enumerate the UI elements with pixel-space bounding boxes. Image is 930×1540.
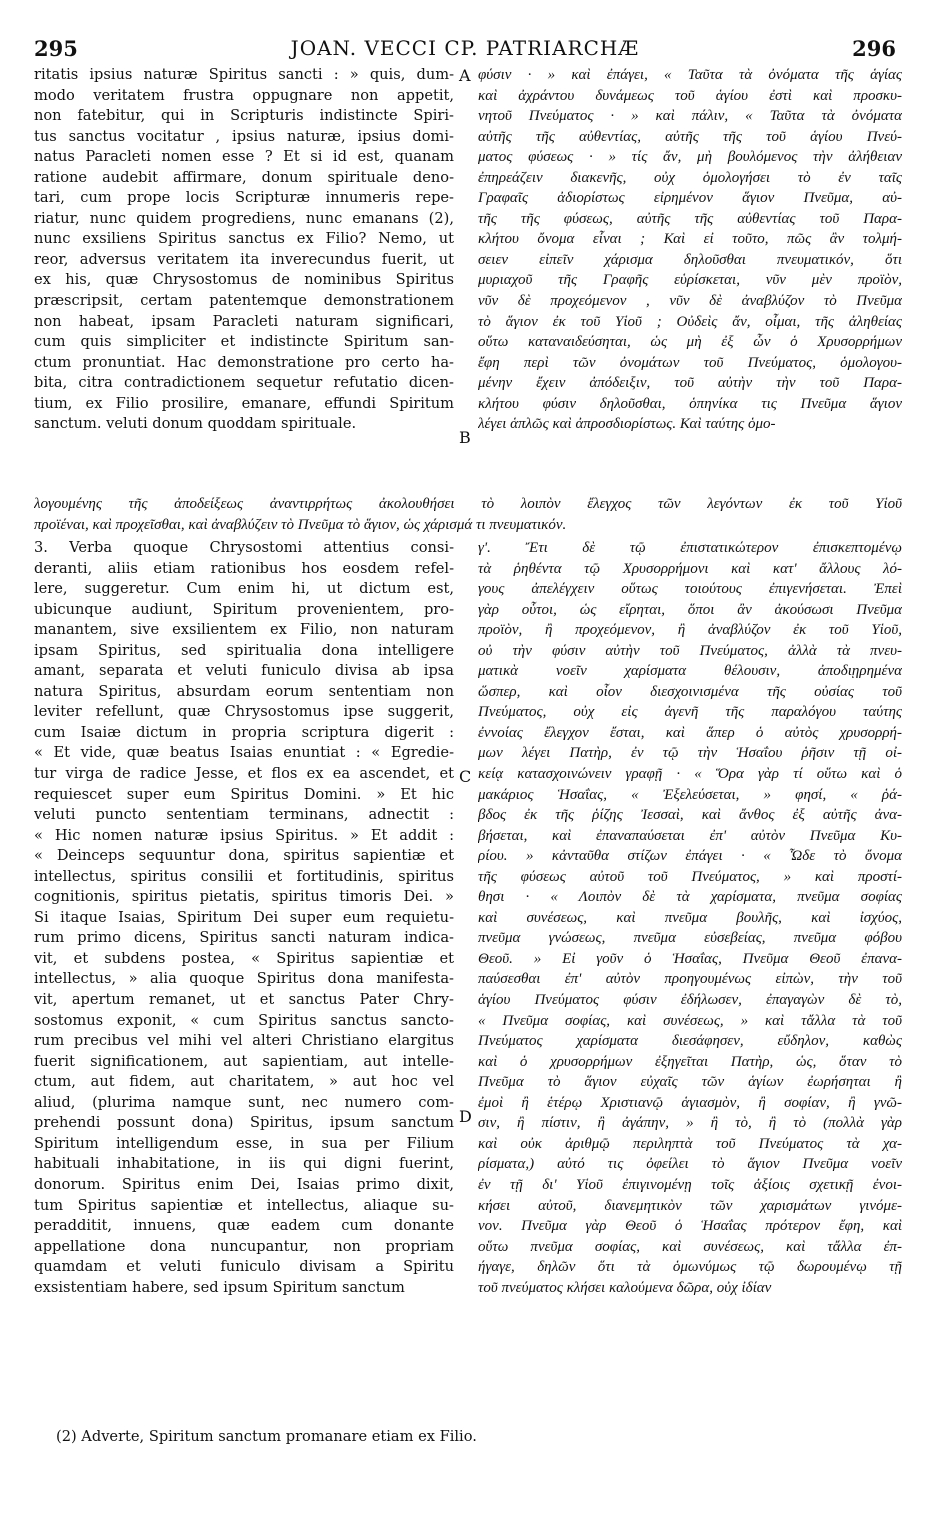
text-line: donorum. Spiritus enim Dei, Isaias primo dixit, [34, 1175, 454, 1193]
text-line: τὸ ἅγιον ἐκ τοῦ Υἱοῦ ; Οὐδεὶς ἄν, οἶμαι, τῆς ἀληθείας [478, 313, 902, 330]
text-line: αὐτῆς τῆς αὐθεντίας, αὐτῆς τῆς τοῦ ἁγίου Πνεύ- [478, 128, 902, 145]
text-line: tari, cum prope locis Scripturæ innumeris repe- [34, 189, 454, 207]
text-line: καὶ οὐκ ἀριθμῷ περιληπτὰ τοῦ Πνεύματος τὰ χα- [478, 1135, 902, 1152]
text-line: ἁγίου Πνεύματος φύσιν ἐδήλωσεν, ἐπαγαγὼν δὲ τὸ, [478, 992, 902, 1009]
text-line: peradditit, innuens, quæ eadem cum donante [34, 1217, 454, 1235]
text-line: ματικὰ νοεῖν χαρίσματα θέλουσιν, ἀποδιῃρημένα [478, 663, 902, 680]
text-line: sanctum. veluti donum quoddam spirituale. [34, 415, 357, 433]
margin-mark-d: D [459, 1107, 472, 1126]
text-line: οὕτω πνεῦμα σοφίας, καὶ συνέσεως, καὶ τἄλλα ἐπ- [478, 1238, 902, 1255]
text-line: non fatebitur, qui in Scripturis indistincte Spiri- [34, 107, 454, 125]
text-line: καὶ ἀχράντου δυνάμεως τοῦ ἁγίου ἐστὶ καὶ προσκυ- [478, 87, 902, 104]
text-line: natura Spiritus, absurdam eorum sententiam non [34, 682, 454, 700]
text-line: γ'. Ἔτι δὲ τῷ ἐπιστατικώτερον ἐπισκεπτομένῳ [478, 540, 902, 556]
text-line: requiescet super eum Spiritus Domini. » Et hic [34, 785, 454, 803]
page-number-right: 296 [852, 36, 896, 61]
text-line: « Πνεῦμα σοφίας, καὶ συνέσεως, » καὶ τἄλλα τὰ τοῦ [478, 1012, 902, 1029]
text-line: πνεῦμα γνώσεως, πνεῦμα εὐσεβείας, πνεῦμα φόβου [478, 930, 902, 947]
text-line: « Et vide, quæ beatus Isaias enuntiat : « Egredie- [34, 744, 454, 762]
text-line: manantem, sive exsilientem ex Filio, non naturam [34, 621, 454, 639]
text-line: τοῦ πνεύματος κλήσει καλούμενα δῶρα, οὐχ ἰδίαν [478, 1279, 772, 1296]
text-line: « Hic nomen naturæ ipsius Spiritus. » Et addit : [34, 826, 454, 844]
greek-full-width [34, 494, 902, 535]
text-line: tium, ex Filio prosilire, emanare, effundi Spiritum [34, 394, 454, 412]
text-line: ρίσματα,) αὐτό τις ὀφείλει τὸ ἅγιον Πνεῦμα νοεῖν [478, 1156, 902, 1173]
text-line: « Deinceps sequuntur dona, spiritus sapientiæ et [34, 847, 454, 865]
text-line: βδος ἐκ τῆς ῥίζης Ἰεσσαὶ, καὶ ἄνθος ἐξ αὐτῆς ἀνα- [478, 807, 902, 824]
text-line: ἐννοίας ἔλεγχον ἔσται, καὶ ἅπερ ὁ αὐτὸς χρυσορρή- [478, 724, 902, 741]
text-line: σειεν εἰπεῖν χάρισμα δηλοῦσθαι πνευματικόν, ὅτι [478, 251, 902, 268]
text-line: leviter refellunt, quæ Chrysostomus ipse suggerit, [34, 703, 454, 721]
text-line: Γραφαῖς ἀδιορίστως εἰρημένον ἅγιον Πνεῦμα, αὐ- [478, 190, 902, 207]
text-line: λέγει ἁπλῶς καὶ ἀπροσδιορίστως. Καὶ ταύτης ὁμο- [478, 416, 776, 433]
text-line: appellatione dona nuncupantur, non propriam [34, 1237, 454, 1255]
text-line: μένην ἔχειν ἀπόδειξιν, τοῦ αὐτὴν τὴν τοῦ Παρα- [478, 375, 902, 392]
text-line: reor, adversus veritatem ita inverecundus fuerit, ut [34, 250, 454, 268]
text-line: non habeat, ipsam Paracleti naturam significari, [34, 312, 454, 330]
text-line: modo veritatem frustra oppugnare non appetit, [34, 86, 454, 104]
text-line: ritatis ipsius naturæ Spiritus sancti : » quis, dum- [34, 66, 454, 83]
text-line: natus Paracleti nomen esse ? Et si id est, quanam [34, 148, 454, 166]
text-line: λογουμένης τῆς ἀποδείξεως ἀναντιρρήτως ἀκολουθήσει τὸ λοιπὸν ἔλεγχος τῶν λεγόντων ἐκ τοῦ Υἱοῦ [34, 496, 902, 512]
text-line: riatur, nunc quidem progrediens, nunc emanans (2), [34, 209, 454, 227]
text-line: ctum pronuntiat. Hac demonstratione pro certo ha- [34, 353, 454, 371]
text-line: vit, et subdens postea, « Spiritus sapientiæ et [34, 949, 454, 967]
page-number-left: 295 [34, 36, 78, 61]
footnote: (2) Adverte, Spiritum sanctum promanare etiam ex Filio. [56, 1428, 477, 1445]
text-line: amant, separata et veluti funiculo divisa ab ipsa [34, 662, 454, 680]
text-line: bita, citra contradictionem sequetur refutatio dicen- [34, 374, 454, 392]
text-line: rum primo dicens, Spiritus sancti naturam indica- [34, 929, 454, 947]
text-line: Θεοῦ. » Εἰ γοῦν ὁ Ἡσαΐας, Πνεῦμα Θεοῦ ἐπανα- [478, 950, 902, 967]
text-line: παύσεσθαι ἐπ' αὐτὸν προηγουμένως εἰπὼν, τὴν τοῦ [478, 971, 902, 988]
text-line: ἐν τῇ δι' Υἱοῦ ἐπιγινομένῃ τοῖς ἀξίοις σχετικῇ ἐνοι- [478, 1176, 902, 1193]
text-line: μακάριος Ἡσαΐας, « Ἐξελεύσεται, » φησί, « ῥά- [478, 786, 902, 803]
text-line: rum precibus vel mihi vel alteri Christiano elargitus [34, 1032, 454, 1050]
text-line: οὐ τὴν φύσιν αὐτὴν τοῦ Πνεύματος, ἀλλὰ τὰ πνευ- [478, 642, 902, 659]
latin-column-bottom [34, 538, 454, 1298]
text-line: κήσει αὐτοῦ, διανεμητικὸν τῶν χαρισμάτων γινόμε- [478, 1197, 902, 1214]
text-line: præscripsit, certam patentemque demonstrationem [34, 292, 454, 310]
text-line: τῆς φύσεως αὐτοῦ τοῦ Πνεύματος, » καὶ προστί- [478, 868, 902, 885]
text-line: φύσιν · » καὶ ἐπάγει, « Ταῦτα τὰ ὀνόματα τῆς ἁγίας [478, 67, 902, 83]
text-line: τὰ ῥηθέντα τῷ Χρυσορρήμονι καὶ κατ' ἄλλους λό- [478, 560, 902, 577]
text-line: cum quis simpliciter et indistincte Spiritum san- [34, 333, 454, 351]
text-line: habituali inhabitatione, in iis qui digni fuerint, [34, 1155, 454, 1173]
text-line: fuerit significationem, aut sapientiam, aut intelle- [34, 1052, 454, 1070]
text-line: sostomus exponit, « cum Spiritus sanctus sancto- [34, 1011, 454, 1029]
text-line: quamdam et veluti funiculo divisam a Spiritu [34, 1258, 454, 1276]
text-line: intellectus, » alia quoque Spiritus dona manifesta- [34, 970, 454, 988]
text-line: οὕτω καταναιδεύσηται, ὡς μὴ ἐξ ὧν ὁ Χρυσορρήμων [478, 334, 902, 351]
text-line: aliud, (plurima namque sunt, nec numero com- [34, 1093, 454, 1111]
text-line: lere, suggeretur. Cum enim hi, ut dictum est, [34, 580, 454, 598]
text-line: ἐπηρεάζειν διακενῆς, οὐχ ὁμολογήσει τὸ ἐν ταῖς [478, 169, 902, 186]
text-line: καὶ συνέσεως, καὶ πνεῦμα βουλῆς, καὶ ἰσχύος, [478, 909, 902, 926]
latin-column-top [34, 65, 454, 435]
text-line: θησι · « Λοιπὸν δὲ τὰ χαρίσματα, πνεῦμα σοφίας [478, 889, 902, 906]
text-line: νῦν δὲ προχεόμενον , νῦν δὲ ἀναβλύζον τὸ Πνεῦμα [478, 293, 902, 310]
text-line: ἐμοὶ ἢ ἑτέρῳ Χριστιανῷ ἁγιασμὸν, ἢ σοφίαν, ἢ γνῶ- [478, 1094, 902, 1111]
text-line: intellectus, spiritus consilii et fortitudinis, spiritus [34, 867, 454, 885]
text-line: Πνεύματος, οὐχ εἰς ἀγενῆ τῆς παραλόγου ταύτης [478, 704, 902, 721]
text-line: Spiritum intelligendum esse, in sua per Filium [34, 1134, 454, 1152]
text-line: tum Spiritus sapientiæ et intellectus, aliaque su- [34, 1196, 454, 1214]
running-title: JOAN. VECCI CP. PATRIARCHÆ [290, 36, 640, 60]
text-line: τῆς τῆς φύσεως, αὐτῆς τῆς αὐθεντίας τοῦ Παρα- [478, 210, 902, 227]
text-line: ἔφη περὶ τῶν ὀνομάτων τοῦ Πνεύματος, ὁμολογου- [478, 354, 902, 371]
text-line: μων λέγει Πατὴρ, ἐν τῷ τὴν Ἡσαΐου ῥῆσιν τῇ οἰ- [478, 745, 902, 762]
text-line: deranti, aliis etiam rationibus hos eosdem refel- [34, 559, 454, 577]
greek-column-top [478, 65, 902, 435]
text-line: σιν, ἢ πίστιν, ἢ ἀγάπην, » ἢ τὸ, ἢ τὸ (πολλὰ γὰρ [478, 1115, 902, 1132]
text-line: νητοῦ Πνεύματος · » καὶ πάλιν, « Ταῦτα τὰ ὀνόματα [478, 108, 902, 125]
text-line: ex his, quæ Chrysostomus de nominibus Spiritus [34, 271, 454, 289]
margin-mark-b: B [459, 428, 471, 447]
text-line: κείᾳ κατασχοινώνειν γραφῇ · « Ὅρα γὰρ τί οὕτω καὶ ὁ [478, 766, 902, 783]
text-line: προϊὸν, ἢ προχεόμενον, ἢ ἀναβλύζον ἐκ τοῦ Υἱοῦ, [478, 622, 902, 639]
margin-mark-a: A [459, 66, 471, 85]
text-line: tur virga de radice Jesse, et flos ex ea ascendet, et [34, 765, 454, 783]
text-line: nunc exsiliens Spiritus sanctus ex Filio? Nemo, ut [34, 230, 454, 248]
greek-column-bottom [478, 538, 902, 1298]
text-line: γους ἀπελέγχειν οὕτως τοιούτους ἐπιγενήσεται. Ἐπεὶ [478, 581, 902, 598]
text-line: βήσεται, καὶ ἐπαναπαύσεται ἐπ' αὐτὸν Πνεῦμα Κυ- [478, 827, 902, 844]
text-line: tus sanctus vocitatur , ipsius naturæ, ipsius domi- [34, 127, 454, 145]
text-line: γὰρ οὗτοι, ὡς εἴρηται, ὅποι ἂν ἀκούσωσι Πνεῦμα [478, 601, 902, 618]
text-line: ματος φύσεως · » τίς ἄν, μὴ βουλόμενος τὴν ἀλήθειαν [478, 149, 902, 166]
margin-mark-c: C [459, 767, 472, 786]
text-line: προϊέναι, καὶ προχεῖσθαι, καὶ ἀναβλύζειν τὸ Πνεῦμα τὸ ἅγιον, ὡς χάρισμά τι πνευματικόν. [34, 516, 567, 533]
text-line: μυριαχοῦ τῆς Γραφῆς εὑρίσκεται, νῦν μὲν προϊὸν, [478, 272, 902, 289]
text-line: κλήτου φύσιν δηλοῦσθαι, ὁπηνίκα τις Πνεῦμα ἅγιον [478, 395, 902, 412]
text-line: Πνεύματος χαρίσματα διεσάφησεν, εὔδηλον, καθὼς [478, 1033, 902, 1050]
text-line: exsistentiam habere, sed ipsum Spiritum sanctum [34, 1278, 405, 1296]
text-line: ipsam Spiritus, sed spiritualia dona intelligere [34, 641, 454, 659]
text-line: ήγαγε, δηλῶν ὅτι τὰ ὁμωνύμως τῷ δωρουμένῳ τῇ [478, 1259, 902, 1276]
text-line: veluti puncto sententiam terminans, adnectit : [34, 806, 454, 824]
text-line: 3. Verba quoque Chrysostomi attentius consi- [34, 539, 454, 556]
text-line: κλήτου ὄνομα εἶναι ; Καὶ εἰ τοῦτο, πῶς ἂν τολμή- [478, 231, 902, 248]
text-line: ctum, aut fidem, aut charitatem, » aut hoc vel [34, 1073, 454, 1091]
text-line: νον. Πνεῦμα γὰρ Θεοῦ ὁ Ἡσαΐας πρότερον ἔφη, καὶ [478, 1218, 902, 1235]
text-line: ρίου. » κἀνταῦθα στίζων ἐπάγει · « Ὧδε τὸ ὄνομα [478, 848, 902, 865]
text-line: ratione audebit affirmare, donum spirituale deno- [34, 168, 454, 186]
text-line: Πνεῦμα τὸ ἅγιον εὐχαῖς τῶν ἁγίων ἐωρήσηται ἢ [478, 1074, 902, 1091]
text-line: ubicunque audiunt, Spiritum provenientem, pro- [34, 600, 454, 618]
text-line: cognitionis, spiritus pietatis, spiritus timoris Dei. » [34, 888, 454, 906]
page-header [0, 36, 930, 62]
text-line: cum Isaiæ dictum in propria scriptura digerit : [34, 723, 454, 741]
text-line: καὶ ὁ χρυσορρήμων ἐξηγεῖται Πατὴρ, ὡς, ὅταν τὸ [478, 1053, 902, 1070]
text-line: Si itaque Isaias, Spiritum Dei super eum requietu- [34, 908, 454, 926]
text-line: ὥσπερ, καὶ οἷον διεσχοινισμένα τῆς οὐσίας τοῦ [478, 683, 902, 700]
text-line: vit, apertum remanet, ut et sanctus Pater Chry- [34, 991, 454, 1009]
text-line: prehendi possunt dona) Spiritus, ipsum sanctum [34, 1114, 454, 1132]
